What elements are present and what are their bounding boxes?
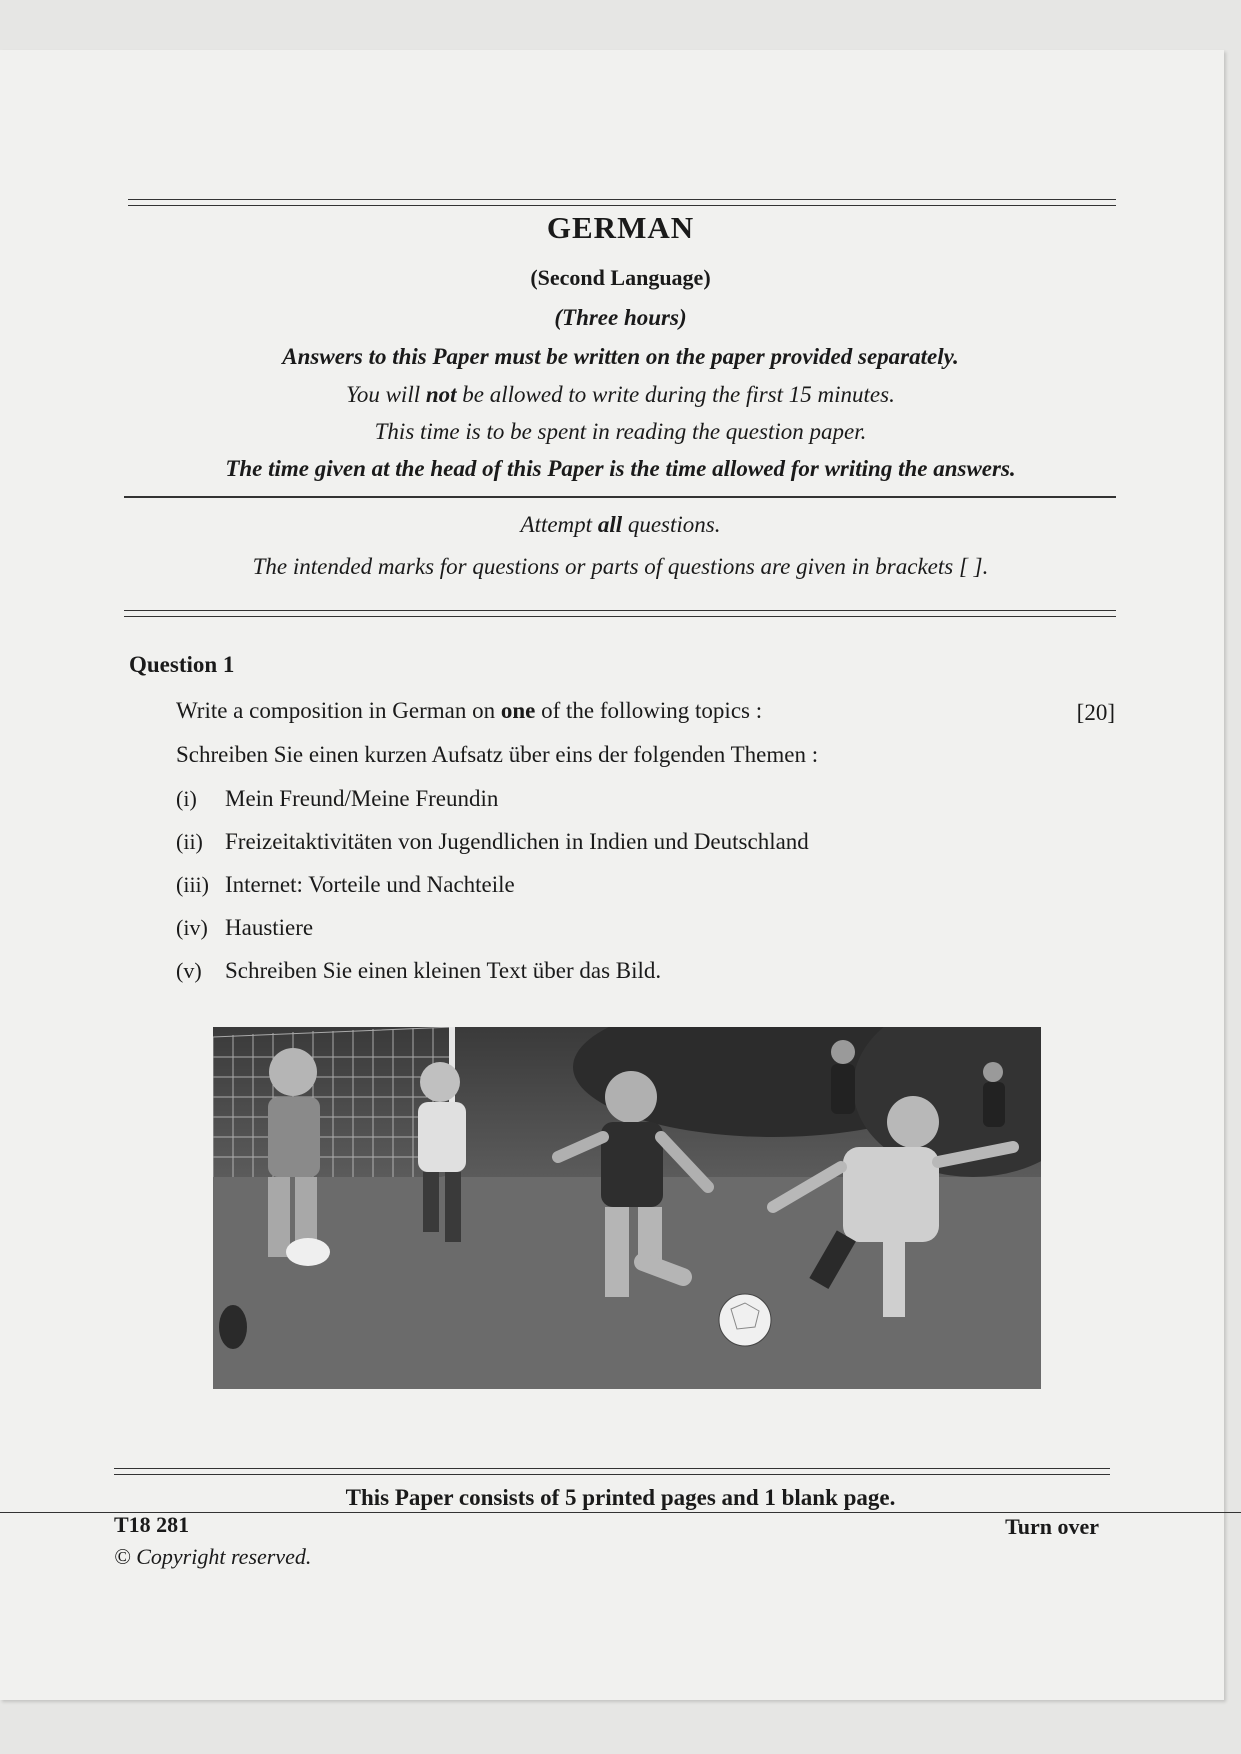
topic-text: Schreiben Sie einen kleinen Text über das Bild. <box>225 958 662 983</box>
question-prompt-de: Schreiben Sie einen kurzen Aufsatz über eins der folgenden Themen : <box>176 742 819 767</box>
instruction-writing-time: The time given at the head of this Paper is the time allowed for writing the answers. <box>225 456 1016 481</box>
instruction-answers: Answers to this Paper must be written on the paper provided separately. <box>282 344 959 369</box>
question-marks: [20] <box>1076 700 1115 725</box>
bottom-double-rule <box>114 1468 1110 1475</box>
instruction-marks-note: The intended marks for questions or parts of questions are given in brackets [ ]. <box>252 554 989 579</box>
topic-text: Freizeitaktivitäten von Jugendlichen in Indien und Deutschland <box>225 829 809 854</box>
instruction-reading-time: You will not be allowed to write during the first 15 minutes. <box>346 382 895 407</box>
football-photo-illustration <box>213 1027 1041 1389</box>
topic-number: (ii) <box>176 829 203 854</box>
mid-double-rule <box>124 610 1116 617</box>
topic-number: (iii) <box>176 872 209 897</box>
page-count-note: This Paper consists of 5 printed pages and 1 blank page. <box>345 1485 896 1510</box>
topic-number: (iv) <box>176 915 208 940</box>
top-double-rule <box>128 199 1116 206</box>
instruction-attempt: Attempt all questions. <box>520 512 721 537</box>
copyright-notice: © Copyright reserved. <box>114 1544 312 1569</box>
topic-text: Internet: Vorteile und Nachteile <box>225 872 515 897</box>
football-photo <box>213 1027 1041 1389</box>
turn-over-label: Turn over <box>1005 1514 1099 1539</box>
question-prompt-en: Write a composition in German on one of the following topics : <box>176 698 763 723</box>
exam-title: GERMAN <box>546 210 695 245</box>
exam-duration: (Three hours) <box>554 305 687 330</box>
instruction-reading-purpose: This time is to be spent in reading the question paper. <box>374 419 867 444</box>
topic-text: Mein Freund/Meine Freundin <box>225 786 499 811</box>
exam-subtitle: (Second Language) <box>530 265 711 290</box>
topic-number: (v) <box>176 958 202 983</box>
question-title: Question 1 <box>129 652 235 677</box>
topic-text: Haustiere <box>225 915 314 940</box>
instructions-rule <box>124 496 1116 498</box>
paper-code: T18 281 <box>114 1512 190 1537</box>
topic-number: (i) <box>176 786 197 811</box>
